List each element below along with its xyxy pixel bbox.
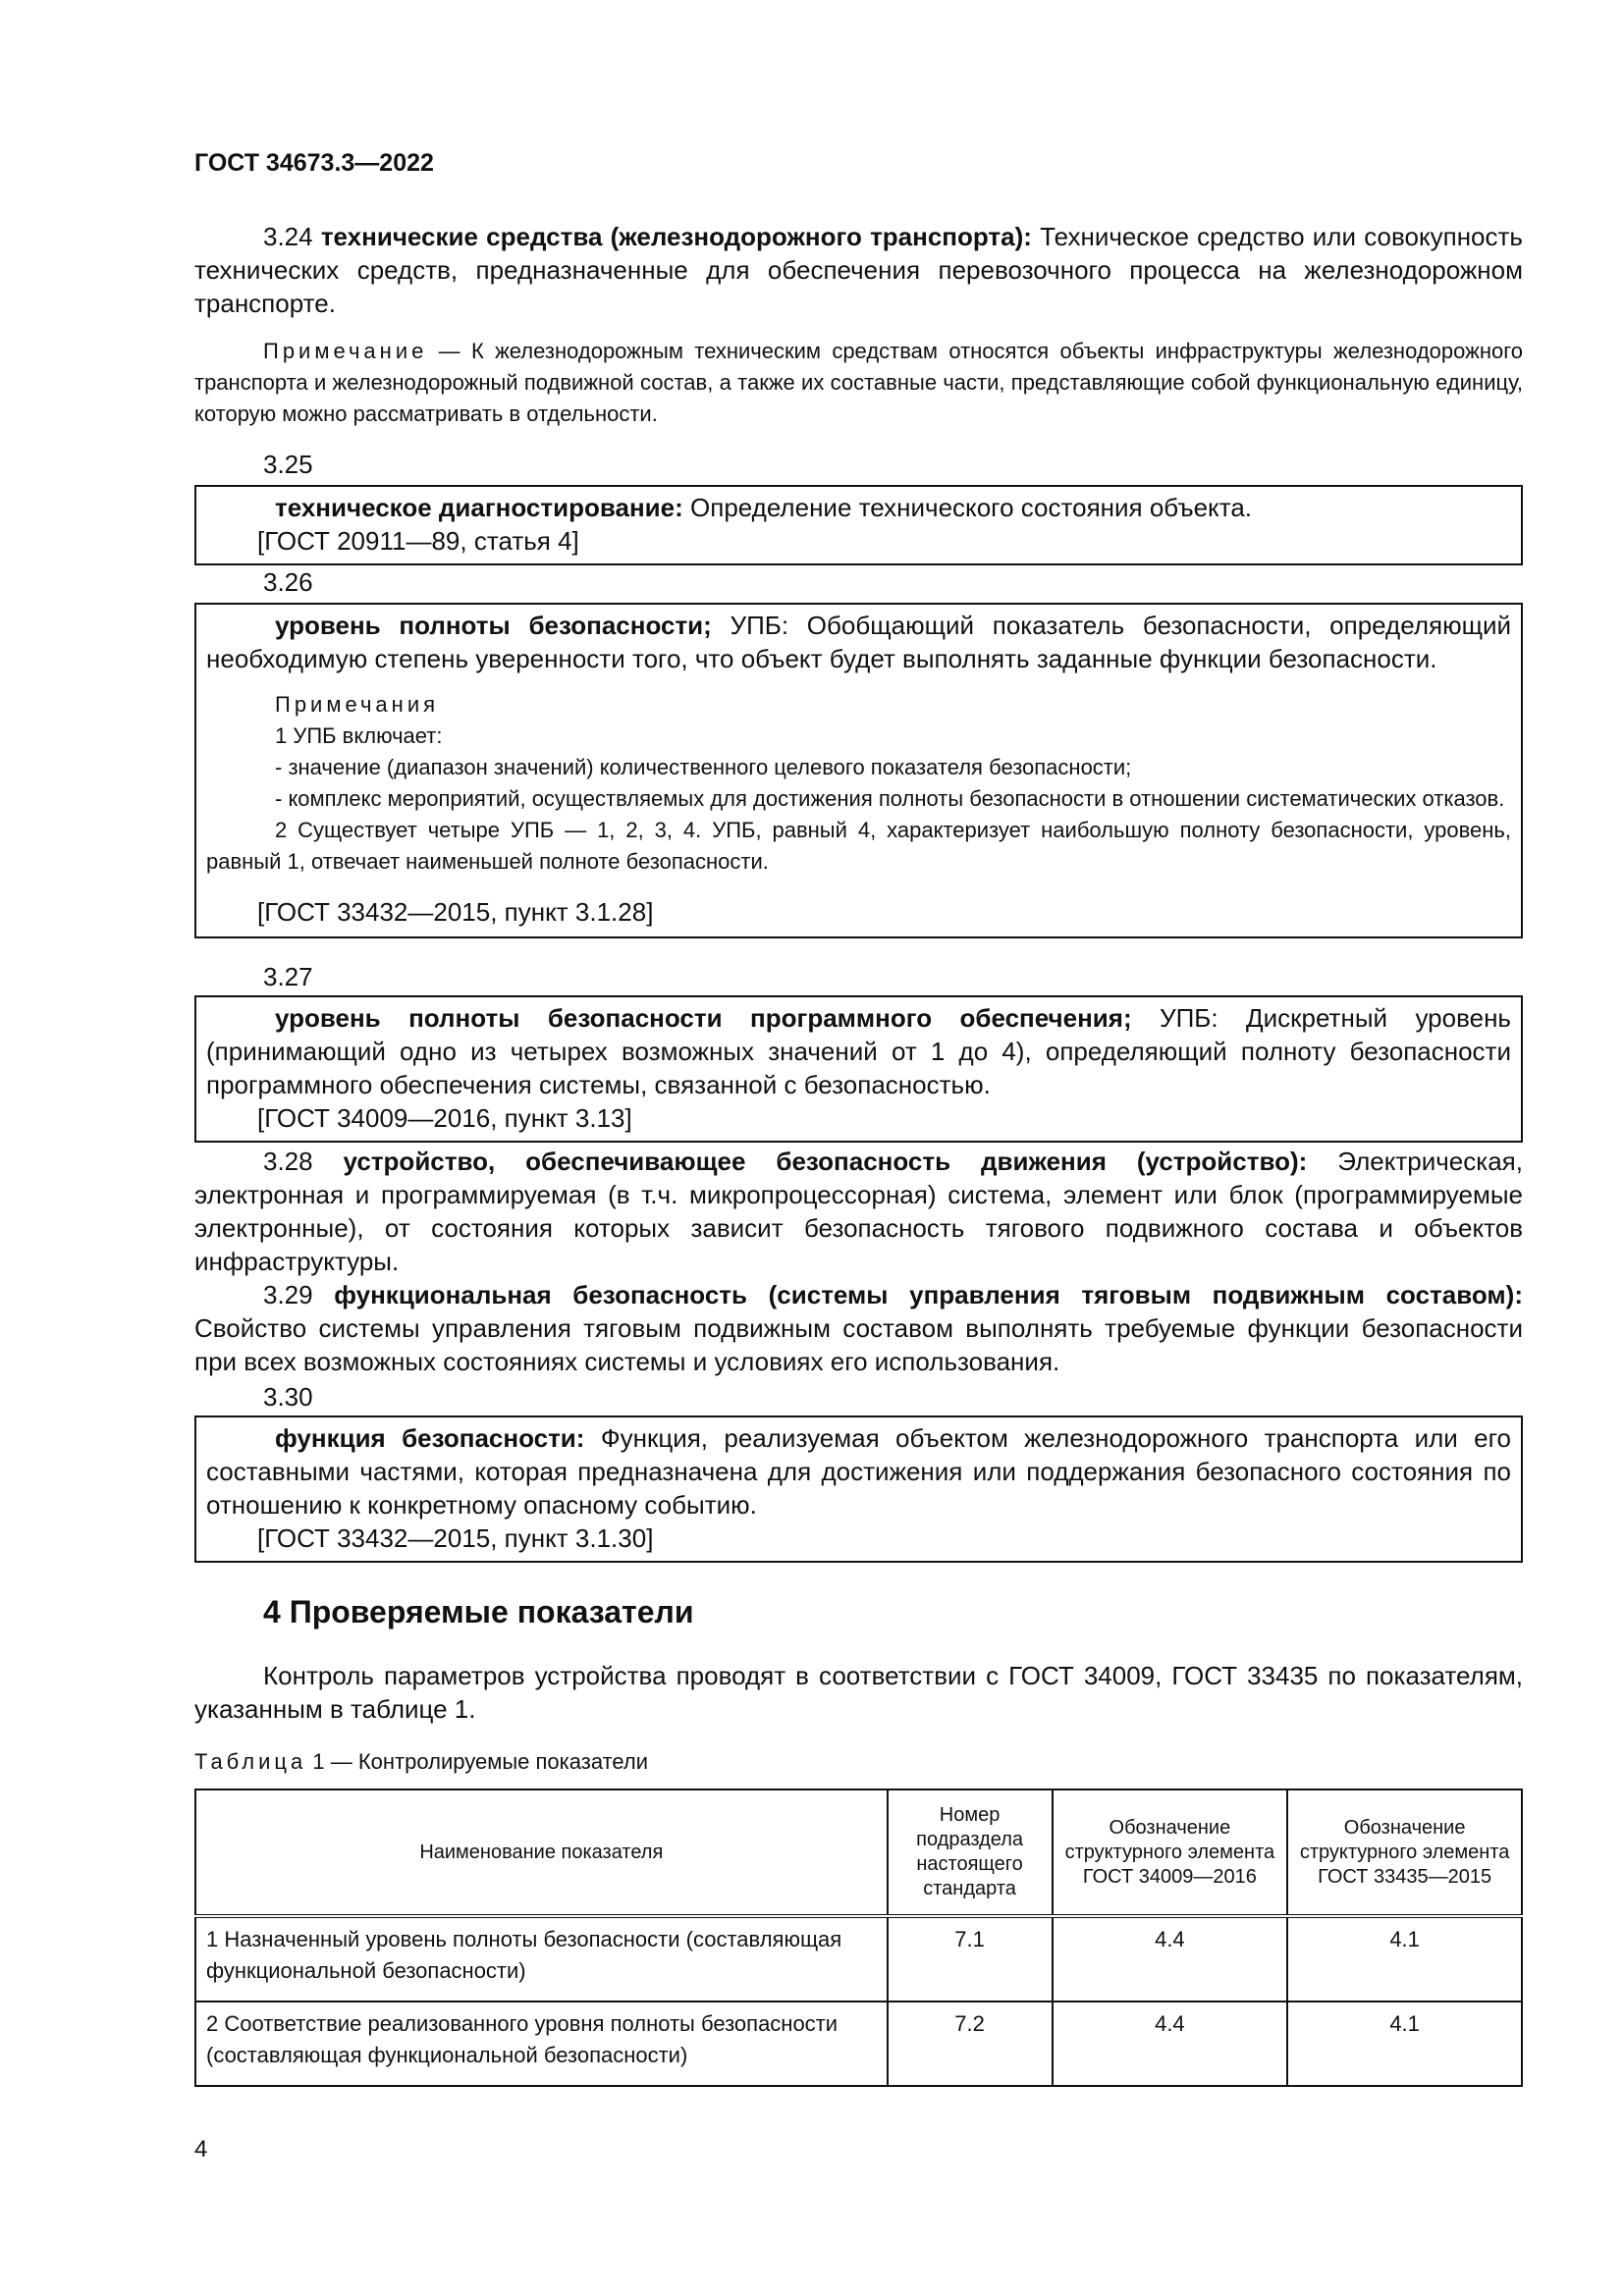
note-text: — К железнодорожным техническим средствам относятся объекты инфраструктуры железнодорожного транспорта и железнодорожный подвижной состав, а также их составные части, представляющие собой функциональную единицу, которую можно рассматривать в отдельности. — [194, 339, 1523, 426]
note-1-item-b: - комплекс мероприятий, осуществляемых для достижения полноты безопасности в отношении систематических отказов. — [275, 786, 1505, 811]
section-heading: 4 Проверяемые показатели — [263, 1594, 694, 1629]
term-definition: Электрическая, электронная и программируемая (в т.ч. микропроцессорная) система, элемент или блок (программируемые электронные), от состояния которых зависит безопасность тягового подвижного состава и объектов инфраструктуры. — [194, 1147, 1523, 1276]
term-3-27-paragraph — [206, 1001, 1511, 1101]
table-row — [195, 1916, 1522, 2002]
table-cell: 7.2 — [888, 2002, 1053, 2086]
document-header: ГОСТ 34673.3—2022 — [194, 149, 434, 177]
table-header-cell: Обозначение структурного элемента ГОСТ 34009—2016 — [1053, 1789, 1288, 1916]
page-number: 4 — [194, 2136, 208, 2163]
term-definition: Свойство системы управления тяговым подвижным составом выполнять требуемые функции безопасности при всех возможных состояниях системы и условиях его использования. — [194, 1313, 1523, 1376]
term-number-3-30: 3.30 — [263, 1382, 313, 1412]
term-3-25-box — [194, 485, 1523, 565]
term-3-29 — [194, 1278, 1523, 1378]
term-number-3-27: 3.27 — [263, 962, 313, 991]
term-3-27-reference: [ГОСТ 34009—2016, пункт 3.13] — [257, 1103, 632, 1133]
term-title: устройство, обеспечивающее безопасность движения (устройство): — [343, 1147, 1308, 1176]
term-title: уровень полноты безопасности программного обеспечения; — [275, 1003, 1132, 1033]
note-2: 2 Существует четыре УПБ — 1, 2, 3, 4. УПБ, равный 4, характеризует наибольшую полноту безопасности, уровень, равный 1, отвечает наименьшей полноте безопасности. — [206, 818, 1511, 874]
term-3-30-box — [194, 1415, 1523, 1563]
indicators-table — [194, 1789, 1523, 2087]
term-3-25-paragraph — [206, 491, 1511, 524]
term-definition: Техническое средство или совокупность технических средств, предназначенные для обеспечения перевозочного процесса на железнодорожном транспорте. — [194, 222, 1523, 318]
term-3-28 — [194, 1145, 1523, 1278]
term-number: 3.24 — [263, 222, 313, 251]
term-3-24 — [194, 220, 1523, 430]
term-3-26-reference: [ГОСТ 33432—2015, пункт 3.1.28] — [257, 897, 654, 927]
term-3-27-box — [194, 995, 1523, 1143]
term-3-26-box — [194, 603, 1523, 938]
term-3-24-paragraph — [194, 220, 1523, 320]
term-number-3-25: 3.25 — [263, 450, 313, 479]
notes-label: Примечания — [275, 692, 440, 717]
term-3-28-paragraph — [194, 1145, 1523, 1278]
table-cell: 4.4 — [1053, 2002, 1288, 2086]
table-cell: 7.1 — [888, 1916, 1053, 2002]
table-caption: Таблица 1 — Контролируемые показатели — [194, 1749, 649, 1774]
term-title: уровень полноты безопасности; — [275, 611, 712, 640]
table-cell: 1 Назначенный уровень полноты безопасности (составляющая функциональной безопасности) — [195, 1916, 888, 2002]
table-cell: 4.1 — [1287, 2002, 1522, 2086]
table-header-cell: Обозначение структурного элемента ГОСТ 33435—2015 — [1287, 1789, 1522, 1916]
table-header-cell: Наименование показателя — [195, 1789, 888, 1916]
note-1: 1 УПБ включает: — [275, 723, 443, 748]
term-number: 3.29 — [263, 1280, 313, 1309]
term-definition: УПБ: Обобщающий показатель безопасности, определяющий необходимую степень уверенности того, что объект будет выполнять заданные функции безопасности. — [206, 611, 1512, 673]
table-header-cell: Номер подраздела настоящего стандарта — [888, 1789, 1053, 1916]
term-3-25-reference: [ГОСТ 20911—89, статья 4] — [257, 526, 579, 556]
table-cell: 2 Соответствие реализованного уровня полноты безопасности (составляющая функциональной безопасности) — [195, 2002, 888, 2086]
term-definition: УПБ: Дискретный уровень (принимающий одно из четырех возможных значений от 1 до 4), определяющий полноту безопасности программного обеспечения системы, связанной с безопасностью. — [206, 1003, 1511, 1099]
term-number: 3.28 — [263, 1147, 313, 1176]
term-3-24-note — [194, 336, 1523, 430]
term-title: техническое диагностирование: — [275, 493, 683, 522]
term-title: технические средства (железнодорожного транспорта): — [320, 222, 1032, 251]
term-title: функциональная безопасность (системы управления тяговым подвижным составом): — [334, 1280, 1523, 1309]
note-1-item-a: - значение (диапазон значений) количественного целевого показателя безопасности; — [275, 755, 1132, 779]
term-definition: Функция, реализуемая объектом железнодорожного транспорта или его составными частями, которая предназначена для достижения или поддержания безопасного состояния по отношению к конкретному опасному событию. — [206, 1423, 1511, 1520]
term-number-3-26: 3.26 — [263, 567, 313, 597]
term-3-30-paragraph — [206, 1421, 1511, 1522]
note-label: Примечание — [263, 339, 428, 363]
term-3-26-paragraph — [206, 609, 1511, 675]
term-3-30-reference: [ГОСТ 33432—2015, пункт 3.1.30] — [257, 1523, 654, 1553]
term-3-29-paragraph — [194, 1278, 1523, 1378]
table-cell: 4.4 — [1053, 1916, 1288, 2002]
term-title: функция безопасности: — [275, 1423, 585, 1453]
table-header-row — [195, 1789, 1522, 1916]
table-row — [195, 2002, 1522, 2086]
term-definition: Определение технического состояния объекта. — [690, 493, 1253, 522]
table-cell: 4.1 — [1287, 1916, 1522, 2002]
section-intro: Контроль параметров устройства проводят в соответствии с ГОСТ 34009, ГОСТ 33435 по показателям, указанным в таблице 1. — [194, 1661, 1523, 1724]
